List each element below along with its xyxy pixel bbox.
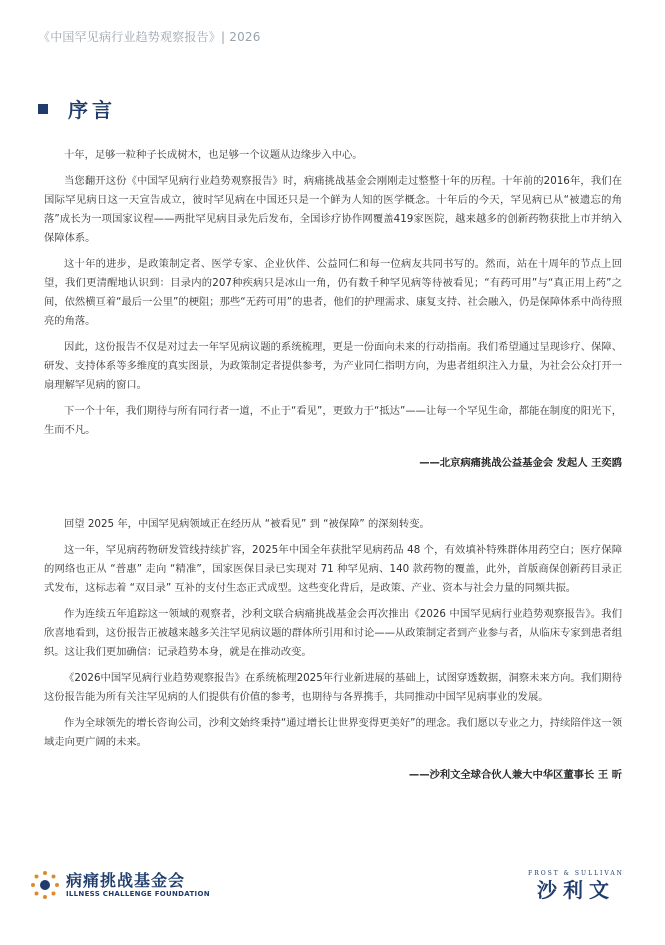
page-header: 《中国罕见病行业趋势观察报告》| 2026 [38,30,261,44]
paragraph: 这十年的进步，是政策制定者、医学专家、企业伙伴、公益同仁和每一位病友共同书写的。然而，站在十周年的节点上回望，我们更清醒地认识到：目录内的207种疾病只是冰山一角，仍有数千种罕见病等待被看见；“有药可用”与“真正用上药”之间，依然横亘着“最后一公里”的梗阻；那些“无药可用”的患者，他们的护理需求、康复支持、社会融入，仍是保障体系中尚待照亮的角落。 [44,258,622,327]
foundation-name-cn: 病痛挑战基金会 [66,871,186,890]
footer [30,870,636,910]
preface-block-2 [44,515,622,781]
paragraph: 作为连续五年追踪这一领域的观察者，沙利文联合病痛挑战基金会再次推出《2026 中国罕见病行业趋势观察报告》。我们欣喜地看到，这份报告正被越来越多关注罕见病议题的群体所引用和讨论——从政策制定者到产业参与者，从临床专家到患者组织。这让我们更加确信：记录趋势本身，就是在推动改变。 [44,608,622,658]
frost-sullivan-name-en: FROST & SULLIVAN [528,870,624,877]
paragraph: 回望 2025 年，中国罕见病领域正在经历从 “被看见” 到 “被保障” 的深刻转变。 [64,518,430,530]
paragraph: 下一个十年，我们期待与所有同行者一道，不止于“看见”，更致力于“抵达”——让每一个罕见生命，都能在制度的阳光下，生而不凡。 [44,405,622,436]
paragraph: 《2026中国罕见病行业趋势观察报告》在系统梳理2025年行业新进展的基础上，试图穿透数据，洞察未来方向。我们期待这份报告能为所有关注罕见病的人们提供有价值的参考，也期待与各界携手，共同推动中国罕见病事业的发展。 [44,672,622,703]
paragraph: 十年，足够一粒种子长成树木，也足够一个议题从边缘步入中心。 [64,149,363,161]
section-marker-icon [38,104,48,114]
paragraph: 作为全球领先的增长咨询公司，沙利文始终秉持“通过增长让世界变得更美好”的理念。我们愿以专业之力，持续陪伴这一领域走向更广阔的未来。 [44,717,622,748]
foundation-logo-icon [30,870,60,900]
paragraph: 这一年，罕见病药物研发管线持续扩容，2025年中国全年获批罕见病药品 48 个，有效填补特殊群体用药空白；医疗保障的网络也正从 “普惠” 走向 “精准”，国家医保目录已实现对 71 种罕见病、140 款药物的覆盖，此外，首版商保创新药目录正式发布，这标志着 “双目录” 互补的支付生态正式成型。这些变化背后，是政策、产业、资本与社会力量的同频共振。 [44,544,622,594]
frost-sullivan-name-cn: 沙利文 [537,878,615,902]
paragraph: 因此，这份报告不仅是对过去一年罕见病议题的系统梳理，更是一份面向未来的行动指南。我们希望通过呈现诊疗、保障、研发、支持体系等多维度的真实图景，为政策制定者提供参考，为产业同仁指明方向，为患者组织注入力量，为社会公众打开一扇理解罕见病的窗口。 [44,341,622,391]
signature: ——沙利文全球合伙人兼大中华区董事长 王 昕 [408,769,622,781]
section-title-text: 序言 [68,98,116,122]
frost-sullivan-logo [516,870,636,903]
preface-block-1 [44,146,622,469]
illness-challenge-logo [30,870,210,900]
foundation-name-en: ILLNESS CHALLENGE FOUNDATION [66,890,210,898]
signature: ——北京病痛挑战公益基金会 发起人 王奕鸥 [419,457,622,469]
section-title [38,94,116,123]
paragraph: 当您翻开这份《中国罕见病行业趋势观察报告》时，病痛挑战基金会刚刚走过整整十年的历程。十年前的2016年，我们在国际罕见病日这一天宣告成立，彼时罕见病在中国还只是一个鲜为人知的医学概念。十年后的今天，罕见病已从“被遗忘的角落”成长为一项国家议程——两批罕见病目录先后发布，全国诊疗协作网覆盖419家医院，越来越多的创新药物获批上市并纳入保障体系。 [44,175,622,244]
